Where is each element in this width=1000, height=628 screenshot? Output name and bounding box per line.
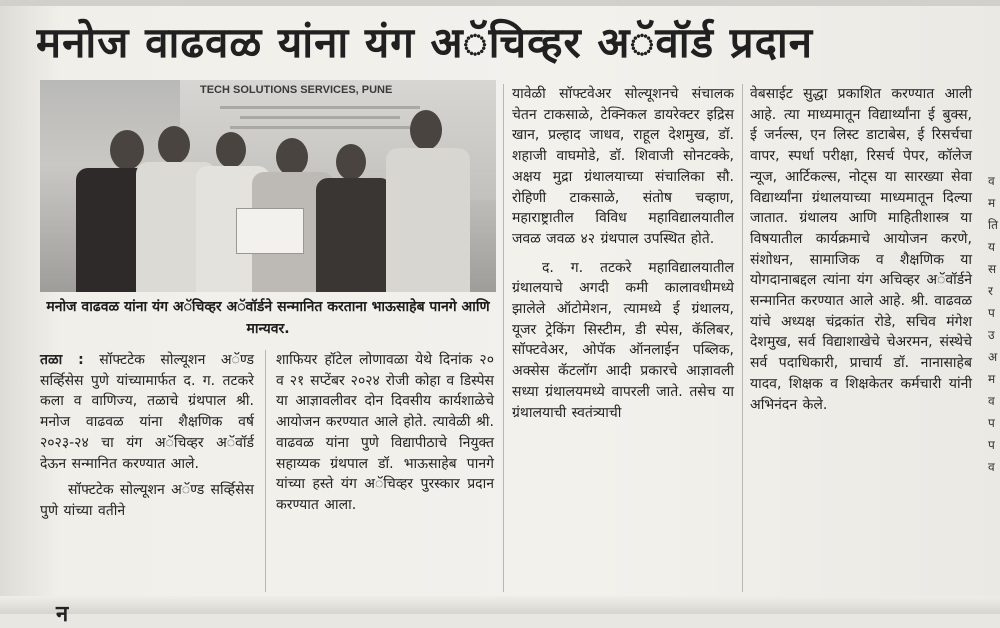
award-photo bbox=[40, 80, 496, 292]
column-1-text-1: सॉफ्टटेक सोल्यूशन अॅण्ड सर्व्हिसेस पुणे यांच्यामार्फत द. ग. तटकरे कला व वाणिज्य, तळाचे ग्रंथपाल श्री. मनोज वाढवळ यांना शैक्षणिक वर्ष २०२३-२४ चा यंग अॅचिव्हर अॅवॉर्ड देऊन सन्मानित करण्यात आले. bbox=[40, 352, 254, 472]
column-divider bbox=[265, 350, 266, 592]
column-divider bbox=[503, 84, 504, 592]
bottom-edge bbox=[0, 596, 1000, 614]
column-1-paragraph-2: सॉफ्टटेक सोल्यूशन अॅण्ड सर्व्हिसेस पुणे यांच्या वतीने bbox=[40, 482, 254, 519]
column-2-paragraph-1: शाफियर हॉटेल लोणावळा येथे दिनांक २० व २१ सप्टेंबर २०२४ रोजी कोहा व डिस्पेस या आज्ञावलीवर दोन दिवसीय कार्यशाळेचे आयोजन करण्यात आले होते. त्यावेळी श्री. वाढवळ यांना पुणे विद्यापीठाचे नियुक्त सहाय्यक ग्रंथपाल डॉ. भाऊसाहेब पानगे यांच्या हस्ते यंग अॅचिव्हर पुरस्कार प्रदान करण्यात आला. bbox=[276, 352, 494, 513]
article-column-2 bbox=[276, 350, 494, 516]
column-1-paragraph-1 bbox=[40, 350, 254, 474]
award-certificate bbox=[236, 208, 304, 254]
column-3-paragraph-2: द. ग. तटकरे महाविद्यालयातील ग्रंथालयाचे अगदी कमी कालावधीमध्ये झालेले ऑटोमेशन, त्यामध्ये ई ग्रंथालय, यूजर ट्रेकिंग सिस्टीम, डी स्पेस, कॅलिबर, सॉफ्टवेअर, ओपॅक ऑनलाईन पब्लिक, अक्सेस कॅटलॉग आदी प्रकारचे आज्ञावली सध्या ग्रंथालयमध्ये वापरली जाते. तसेच या ग्रंथालयाची स्वतंत्र्याची bbox=[512, 259, 734, 421]
next-headline-fragment: न bbox=[56, 602, 69, 627]
banner-line bbox=[220, 106, 420, 109]
adjacent-article-edge: व म ति य स र प उ अ म व प प व bbox=[988, 174, 998, 474]
column-divider bbox=[742, 84, 743, 592]
column-3-paragraph-1: यावेळी सॉफ्टवेअर सोल्यूशनचे संचालक चेतन टाकसाळे, टेक्निकल डायरेक्टर इद्रिस खान, प्रल्हाद जाधव, राहूल देशमुख, डॉ. शहाजी वाघमोडे, डॉ. शिवाजी सोनटक्के, अक्षय मुद्रा ग्रंथालयाच्या संचालिका सौ. रोहिणी टाकसाळे, संतोष चव्हाण, महाराष्ट्रातील विविध महाविद्यालयातील जवळ जवळ ४२ ग्रंथपाल उपस्थित होते. bbox=[512, 86, 734, 247]
banner-text: TECH SOLUTIONS SERVICES, PUNE bbox=[200, 84, 393, 96]
photo-caption: मनोज वाढवळ यांना यंग अॅचिव्हर अॅवॉर्डने सन्मानित करताना भाऊसाहेब पानगे आणि मान्यवर. bbox=[46, 299, 490, 337]
banner-line bbox=[230, 126, 410, 129]
dateline: तळा : bbox=[40, 352, 84, 368]
column-4-paragraph-1: वेबसाईट सुद्धा प्रकाशित करण्यात आली आहे. त्या माध्यमातून विद्यार्थ्यांना ई बुक्स, ई जर्नल्स, एन लिस्ट डाटाबेस, ई रिसर्चचा वापर, स्पर्धा परीक्षा, रिसर्च पेपर, कॉलेज न्यूज, आर्टिकल्स, नोट्स या सारख्या सेवा विद्यार्थ्यांना ग्रंथालयाच्या माध्यमातून दिल्या जातात. ग्रंथालय आणि माहितीशास्त्र या विषयातील कार्यक्रमाचे आयोजन करणे, संशोधन, सामाजिक व शैक्षणिक या योगदानाबद्दल त्यांना यंग अचिव्हर अॅवॉर्डने सन्मानित करण्यात आले आहे. श्री. वाढवळ यांचे अध्यक्ष चंद्रकांत रोडे, सचिव मंगेश देशमुख, सर्व विद्याशाखेचे चेअरमन, संस्थेचे सर्व पदाधिकारी, प्राचार्य डॉ. नानासाहेब यादव, शिक्षक व शिक्षकेतर कर्मचारी यांनी अभिनंदन केले. bbox=[750, 86, 972, 413]
top-border bbox=[0, 0, 1000, 6]
article-column-1 bbox=[40, 350, 254, 522]
banner-line bbox=[240, 116, 400, 119]
article-column-4 bbox=[750, 84, 972, 415]
article-column-3 bbox=[512, 84, 734, 423]
headline: मनोज वाढवळ यांना यंग अॅचिव्हर अॅवॉर्ड प्रदान bbox=[36, 18, 814, 67]
